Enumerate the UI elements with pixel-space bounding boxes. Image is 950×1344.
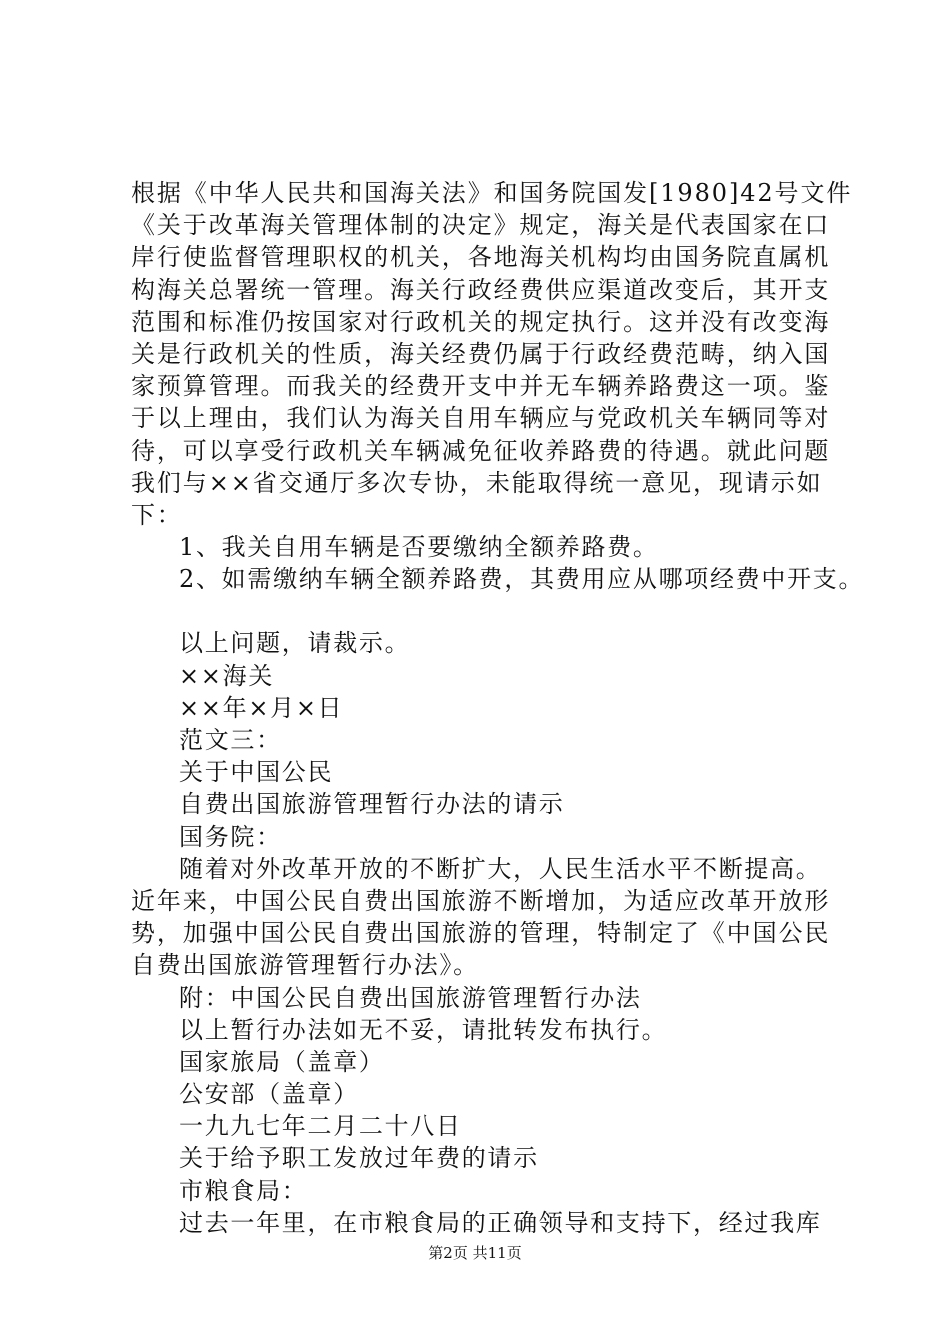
organization-line-2: 公安部（盖章） [179,1080,359,1109]
sample-heading: 范文三： [179,726,282,754]
text-line: 我们与××省交通厅多次专协，未能取得统一意见，现请示如 [131,468,823,497]
closing-line: 以上问题，请裁示。 [179,629,411,658]
text-line: 家预算管理。而我关的经费开支中并无车辆养路费这一项。鉴 [131,372,831,401]
sender-line: ××海关 [179,661,275,690]
list-item-1: 1、我关自用车辆是否要缴纳全额养路费。 [179,533,659,562]
text-line: 过去一年里，在市粮食局的正确领导和支持下，经过我库 [179,1208,822,1237]
text-line: 范围和标准仍按国家对行政机关的规定执行。这并没有改变海 [131,307,831,336]
text-line: 根据《中华人民共和国海关法》和国务院国发[1980]42号文件 [131,179,853,207]
document-title-line-3: 关于给予职工发放过年费的请示 [179,1144,539,1173]
document-body [131,177,865,1239]
text-line: 构海关总署统一管理。海关行政经费供应渠道改变后，其开支 [131,275,831,304]
date-line: ××年×月×日 [179,693,344,722]
document-title-line-2: 自费出国旅游管理暂行办法的请示 [179,790,565,819]
text-line: 近年来，中国公民自费出国旅游不断增加，为适应改革开放形 [131,886,831,915]
list-item-2: 2、如需缴纳车辆全额养路费，其费用应从哪项经费中开支。 [179,565,865,594]
spacer [131,595,851,627]
organization-line-1: 国家旅局（盖章） [179,1047,385,1076]
page-footer: 第2页 共11页 [428,1244,522,1262]
addressee-line: 市粮食局： [179,1176,308,1205]
document-title-line-1: 关于中国公民 [179,758,334,787]
text-line: 岸行使监督管理职权的机关，各地海关机构均由国务院直属机 [131,243,831,272]
addressee-line: 国务院： [179,822,282,851]
date-line: 一九九七年二月二十八日 [179,1112,462,1141]
attachment-line: 附：中国公民自费出国旅游管理暂行办法 [179,983,642,1012]
text-line: 《关于改革海关管理体制的决定》规定，海关是代表国家在口 [131,211,831,240]
request-line: 以上暂行办法如无不妥，请批转发布执行。 [179,1015,668,1044]
text-line: 势，加强中国公民自费出国旅游的管理，特制定了《中国公民 [131,919,831,948]
text-line: 自费出国旅游管理暂行办法》。 [131,951,479,980]
paragraph-tourism-request [131,853,851,982]
text-line: 随着对外改革开放的不断扩大，人民生活水平不断提高。 [179,854,822,883]
text-line: 关是行政机关的性质，海关经费仍属于行政经费范畴，纳入国 [131,339,831,368]
text-line: 待，可以享受行政机关车辆减免征收养路费的待遇。就此问题 [131,436,831,465]
text-line: 下： [131,500,183,529]
text-line: 于以上理由，我们认为海关自用车辆应与党政机关车辆同等对 [131,404,831,433]
paragraph-customs-request [131,177,851,531]
